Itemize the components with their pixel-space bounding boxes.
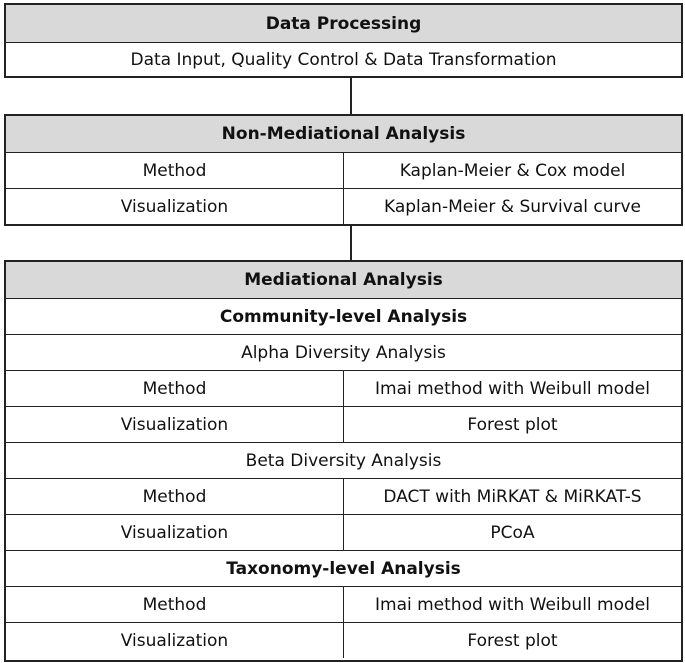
beta-diversity-title: Beta Diversity Analysis (245, 450, 442, 471)
mediational-title: Mediational Analysis (244, 270, 443, 290)
alpha-diversity-title: Alpha Diversity Analysis (241, 342, 446, 363)
row-value: Kaplan-Meier & Cox model (343, 153, 681, 188)
non-mediational-title: Non-Mediational Analysis (221, 124, 466, 144)
connector-line (350, 224, 352, 260)
connector-line (350, 76, 352, 114)
row-label: Visualization (120, 522, 229, 543)
non-mediational-box (4, 114, 683, 226)
row-value: Forest plot (343, 407, 681, 442)
row-label: Visualization (120, 196, 229, 217)
mediational-box (4, 260, 683, 662)
row-label: Visualization (120, 630, 229, 651)
data-processing-desc: Data Input, Quality Control & Data Transformation (130, 49, 557, 70)
row-label: Method (142, 486, 207, 507)
row-label: Method (142, 594, 207, 615)
community-level-title: Community-level Analysis (219, 306, 468, 327)
row-value: Imai method with Weibull model (343, 371, 681, 406)
data-processing-box (4, 3, 683, 78)
row-label: Visualization (120, 414, 229, 435)
taxonomy-level-title: Taxonomy-level Analysis (226, 558, 461, 579)
row-label: Method (142, 160, 207, 181)
row-value: Forest plot (343, 623, 681, 658)
row-value: Imai method with Weibull model (343, 587, 681, 622)
row-value: PCoA (343, 515, 681, 550)
row-value: DACT with MiRKAT & MiRKAT-S (343, 479, 681, 514)
row-value: Kaplan-Meier & Survival curve (343, 189, 681, 224)
row-label: Method (142, 378, 207, 399)
data-processing-title: Data Processing (265, 13, 422, 34)
